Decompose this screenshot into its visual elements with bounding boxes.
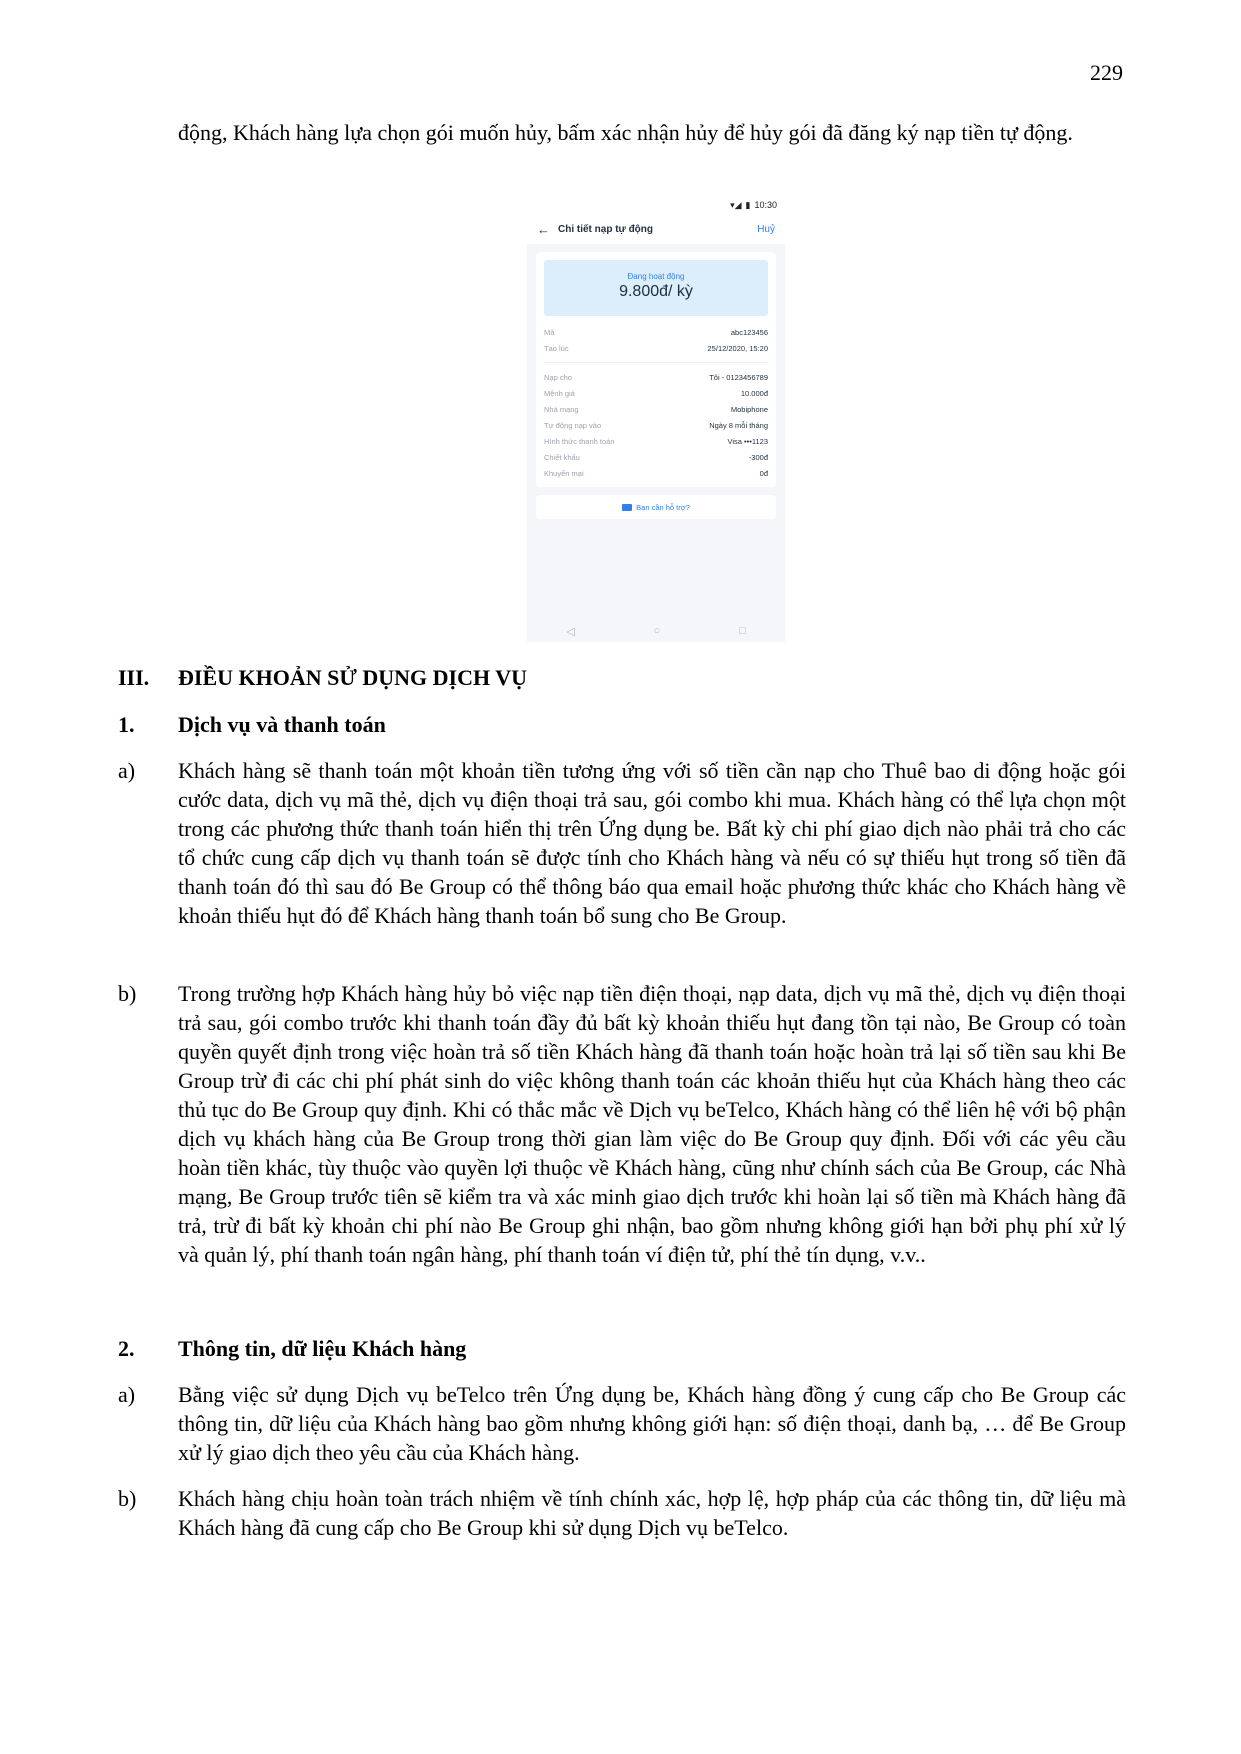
detail-value: Visa •••1123 — [727, 436, 768, 446]
detail-row — [544, 465, 768, 481]
detail-key: Tự động nạp vào — [544, 420, 602, 430]
detail-value: 25/12/2020, 15:20 — [707, 343, 768, 353]
clause-label: a) — [118, 758, 136, 783]
detail-key: Hình thức thanh toán — [544, 436, 615, 446]
detail-key: Nạp cho — [544, 372, 572, 382]
clause-label: b) — [118, 1486, 137, 1511]
divider — [544, 362, 768, 363]
detail-key: Chiết khấu — [544, 452, 580, 462]
detail-value: 0đ — [759, 468, 768, 478]
detail-row — [544, 385, 768, 401]
status-hero — [544, 260, 768, 316]
detail-row — [544, 433, 768, 449]
wifi-icon: ▾◢ — [730, 199, 742, 210]
subsection-title: Thông tin, dữ liệu Khách hàng — [178, 1336, 467, 1361]
android-nav-bar — [527, 620, 785, 642]
clause-2a — [118, 1380, 1126, 1467]
status-time: 10:30 — [754, 200, 777, 210]
phone-screenshot — [527, 196, 785, 642]
clause-text: Khách hàng sẽ thanh toán một khoản tiền tương ứng với số tiền cần nạp cho Thuê bao di động hoặc gói cước data, dịch vụ mã thẻ, dịch vụ điện thoại trả sau, gói combo khi mua. Khách hàng có thể lựa chọn một trong các phương thức thanh toán hiển thị trên Ứng dụng be. Bất kỳ chi phí giao dịch nào phải trả cho các tổ chức cung cấp dịch vụ thanh toán sẽ được tính cho Khách hàng và nếu có sự thiếu hụt trong số tiền đã thanh toán đó thì sau đó Be Group có thể thông báo qua email hoặc phương thức khác cho Khách hàng về khoản thiếu hụt đó để Khách hàng thanh toán bổ sung cho Be Group. — [178, 758, 1126, 928]
detail-key: Khuyến mại — [544, 468, 584, 478]
clause-1a — [118, 756, 1126, 930]
detail-key: Mã — [544, 327, 555, 337]
app-bar — [527, 214, 785, 244]
status-bar — [527, 196, 785, 214]
page-number: 229 — [1090, 60, 1123, 85]
subsection-number: 2. — [118, 1336, 135, 1361]
back-arrow-icon[interactable]: ← — [537, 221, 550, 237]
clause-2b — [118, 1484, 1126, 1542]
support-button[interactable] — [536, 495, 776, 519]
battery-icon: ▮ — [745, 199, 751, 210]
detail-card — [536, 252, 776, 487]
clause-label: a) — [118, 1382, 136, 1407]
subsection-heading-1 — [118, 712, 386, 738]
nav-back-icon[interactable]: ◁ — [566, 625, 575, 638]
detail-row — [544, 401, 768, 417]
clause-text: Bằng việc sử dụng Dịch vụ beTelco trên Ứng dụng be, Khách hàng đồng ý cung cấp cho Be Group các thông tin, dữ liệu của Khách hàng bao gồm nhưng không giới hạn: số điện thoại, danh bạ, … để Be Group xử lý giao dịch theo yêu cầu của Khách hàng. — [178, 1382, 1126, 1465]
cancel-button[interactable]: Huỷ — [757, 223, 775, 235]
detail-row — [544, 324, 768, 340]
detail-value: -300đ — [748, 452, 768, 462]
section-title: ĐIỀU KHOẢN SỬ DỤNG DỊCH VỤ — [178, 665, 527, 690]
clause-text: Khách hàng chịu hoàn toàn trách nhiệm về tính chính xác, hợp lệ, hợp pháp của các thông tin, dữ liệu mà Khách hàng đã cung cấp cho Be Group khi sử dụng Dịch vụ beTelco. — [178, 1486, 1126, 1540]
clause-text: Trong trường hợp Khách hàng hủy bỏ việc nạp tiền điện thoại, nạp data, dịch vụ mã thẻ, dịch vụ điện thoại trả sau, gói combo trước khi thanh toán đầy đủ bất kỳ khoản thiếu hụt đang tồn tại nào, Be Group có toàn quyền quyết định trong việc hoàn trả số tiền Khách hàng đã thanh toán hoặc hoàn trả lại số tiền sau khi Be Group trừ đi các chi phí phát sinh do việc không thanh toán các khoản thiếu hụt của Khách hàng theo các thủ tục do Be Group quy định. Khi có thắc mắc về Dịch vụ beTelco, Khách hàng có thể liên hệ với bộ phận dịch vụ khách hàng của Be Group trong thời gian làm việc do Be Group quy định. Đối với các yêu cầu hoàn tiền khác, tùy thuộc vào quyền lợi thuộc về Khách hàng, cũng như chính sách của Be Group, các Nhà mạng, Be Group trước tiên sẽ kiểm tra và xác minh giao dịch trước khi hoàn lại số tiền mà Khách hàng đã trả, trừ đi bất kỳ khoản chi phí nào Be Group ghi nhận, bao gồm nhưng không giới hạn bởi phụ phí xử lý và quản lý, phí thanh toán ngân hàng, phí thanh toán ví điện tử, phí thẻ tín dụng, v.v.. — [178, 981, 1126, 1267]
detail-key: Tạo lúc — [544, 343, 569, 353]
subsection-heading-2 — [118, 1336, 466, 1362]
nav-recent-icon[interactable]: □ — [738, 625, 746, 637]
status-label: Đang hoạt động — [627, 272, 685, 281]
section-heading — [118, 665, 527, 691]
detail-row — [544, 417, 768, 433]
clause-1b — [118, 979, 1126, 1269]
detail-value: abc123456 — [730, 327, 768, 337]
amount-value: 9.800đ/ kỳ — [619, 283, 693, 300]
subsection-title: Dịch vụ và thanh toán — [178, 712, 386, 737]
detail-value: 10.000đ — [740, 388, 768, 398]
intro-paragraph: động, Khách hàng lựa chọn gói muốn hủy, bấm xác nhận hủy để hủy gói đã đăng ký nạp tiền tự động. — [178, 120, 1073, 145]
detail-row — [544, 340, 768, 356]
detail-value: Tôi - 0123456789 — [709, 372, 768, 382]
detail-row — [544, 449, 768, 465]
detail-value: Mobiphone — [730, 404, 768, 414]
screen-title: Chi tiết nạp tự động — [558, 223, 654, 235]
support-label: Bạn cần hỗ trợ? — [636, 502, 690, 512]
mail-icon — [622, 504, 632, 511]
detail-key: Mệnh giá — [544, 388, 575, 398]
detail-value: Ngày 8 mỗi tháng — [709, 420, 768, 430]
nav-home-icon[interactable]: ○ — [653, 625, 661, 637]
detail-row — [544, 369, 768, 385]
section-number: III. — [118, 665, 150, 690]
clause-label: b) — [118, 981, 137, 1006]
detail-key: Nhà mạng — [544, 404, 579, 414]
subsection-number: 1. — [118, 712, 135, 737]
